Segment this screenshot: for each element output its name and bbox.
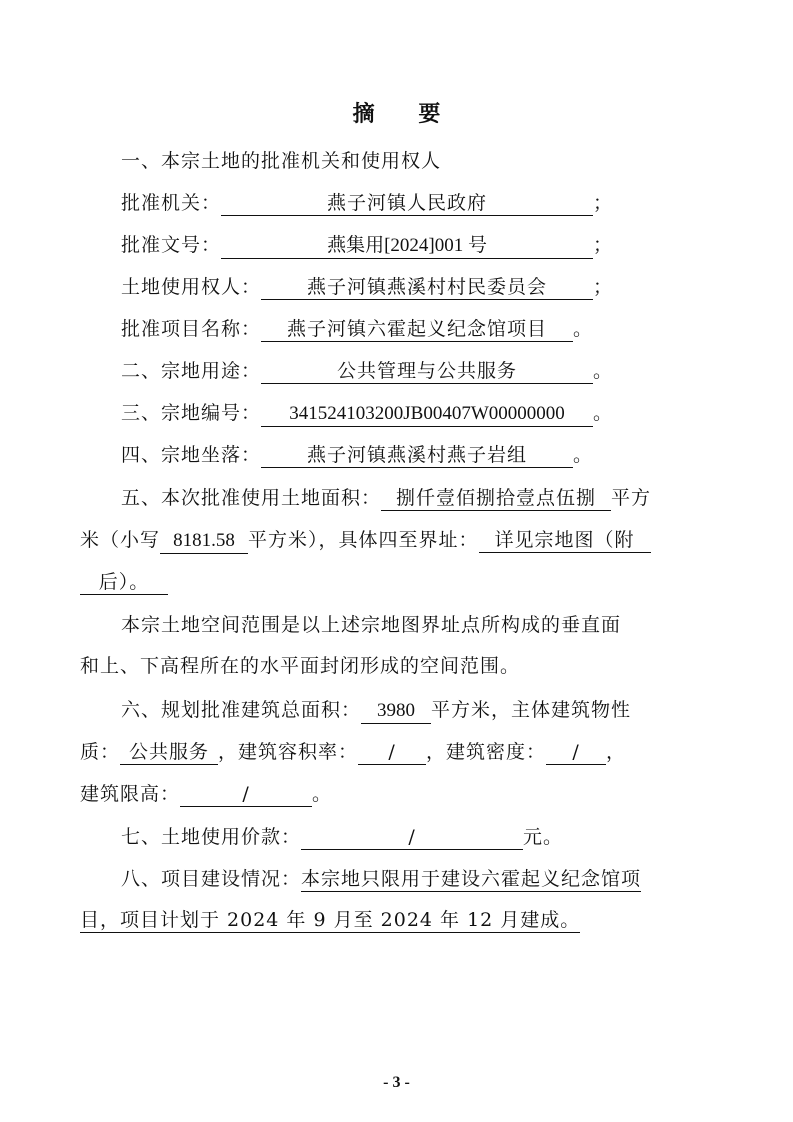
spatial-scope-line-1: 本宗土地空间范围是以上述宗地图界址点所构成的垂直面	[121, 614, 622, 636]
planning-nature-label: 质：	[80, 741, 121, 763]
area-value-lower: 8181.58	[160, 529, 248, 554]
area-row-2	[80, 527, 720, 554]
area-boundary-part1: 详见宗地图（附	[479, 528, 651, 553]
planning-end-2: 。	[312, 783, 333, 805]
planning-total-area: 3980	[361, 699, 431, 724]
area-value-upper: 捌仟壹佰捌拾壹点伍捌	[381, 486, 611, 511]
price-unit: 元。	[523, 826, 564, 848]
parcel-number-end: 。	[593, 402, 614, 424]
location-label: 四、宗地坐落：	[121, 444, 262, 466]
land-user-value: 燕子河镇燕溪村村民委员会	[261, 275, 593, 300]
land-user-label: 土地使用权人：	[121, 276, 262, 298]
area-boundary-part2-text: 后）	[98, 571, 130, 593]
approval-number-label: 批准文号：	[121, 234, 222, 256]
planning-row-1	[121, 697, 761, 724]
land-user-end: ；	[593, 276, 614, 298]
parcel-number-value: 341524103200JB00407W00000000	[261, 402, 593, 427]
land-use-row	[121, 358, 761, 384]
parcel-number-row	[121, 400, 761, 427]
area-unit: 平方	[611, 487, 652, 509]
page-title: 摘 要	[352, 102, 459, 127]
planning-far-label: ，建筑容积率：	[218, 741, 359, 763]
construction-text-2: 目，项目计划于 2024 年 9 月至 2024 年 12 月建成。	[80, 909, 581, 931]
land-user-row	[121, 274, 761, 300]
construction-text-1: 本宗地只限用于建设六霍起义纪念馆项	[301, 868, 642, 890]
construction-row-1	[121, 866, 761, 892]
section-heading-approval: 一、本宗土地的批准机关和使用权人	[121, 150, 442, 172]
area-row-1	[121, 485, 761, 511]
planning-nature-value: 公共服务	[120, 740, 218, 765]
planning-density-label: ，建筑密度：	[426, 741, 547, 763]
area-boundary-part2	[80, 570, 168, 595]
approval-authority-value: 燕子河镇人民政府	[221, 191, 593, 216]
land-use-end: 。	[593, 360, 614, 382]
approval-number-end: ；	[593, 234, 614, 256]
planning-row-3	[80, 781, 720, 807]
planning-height-label: 建筑限高：	[80, 783, 181, 805]
price-label: 七、土地使用价款：	[121, 826, 302, 848]
planning-density-value: /	[546, 740, 606, 765]
land-use-label: 二、宗地用途：	[121, 360, 262, 382]
approval-authority-row	[121, 190, 761, 216]
location-row	[121, 442, 761, 468]
project-name-label: 批准项目名称：	[121, 318, 262, 340]
planning-height-value: /	[180, 782, 312, 807]
planning-label: 六、规划批准建筑总面积：	[121, 699, 362, 721]
construction-row-2	[80, 907, 720, 933]
area-line2-mid: 平方米），具体四至界址：	[248, 529, 479, 551]
project-name-row	[121, 316, 761, 342]
price-value: /	[301, 825, 523, 850]
planning-end-1: ，	[606, 741, 627, 763]
area-line2-prefix: 米（小写	[80, 529, 161, 551]
planning-row-2	[80, 739, 720, 765]
planning-mid: 平方米，主体建筑物性	[431, 699, 632, 721]
area-end: 。	[129, 571, 150, 593]
page-number: - 3 -	[383, 1074, 410, 1091]
project-name-value: 燕子河镇六霍起义纪念馆项目	[261, 317, 573, 342]
land-use-value: 公共管理与公共服务	[261, 359, 593, 384]
area-label: 五、本次批准使用土地面积：	[121, 487, 382, 509]
location-end: 。	[573, 444, 594, 466]
planning-far-value: /	[358, 740, 426, 765]
area-row-3	[80, 569, 720, 595]
approval-number-row	[121, 232, 761, 259]
location-value: 燕子河镇燕溪村燕子岩组	[261, 443, 573, 468]
project-name-end: 。	[573, 318, 594, 340]
construction-label: 八、项目建设情况：	[121, 868, 302, 890]
approval-number-value: 燕集用[2024]001 号	[221, 234, 593, 259]
parcel-number-label: 三、宗地编号：	[121, 402, 262, 424]
approval-authority-label: 批准机关：	[121, 192, 222, 214]
price-row	[121, 824, 761, 850]
spatial-scope-line-2: 和上、下高程所在的水平面封闭形成的空间范围。	[80, 655, 521, 677]
approval-authority-end: ；	[593, 192, 614, 214]
